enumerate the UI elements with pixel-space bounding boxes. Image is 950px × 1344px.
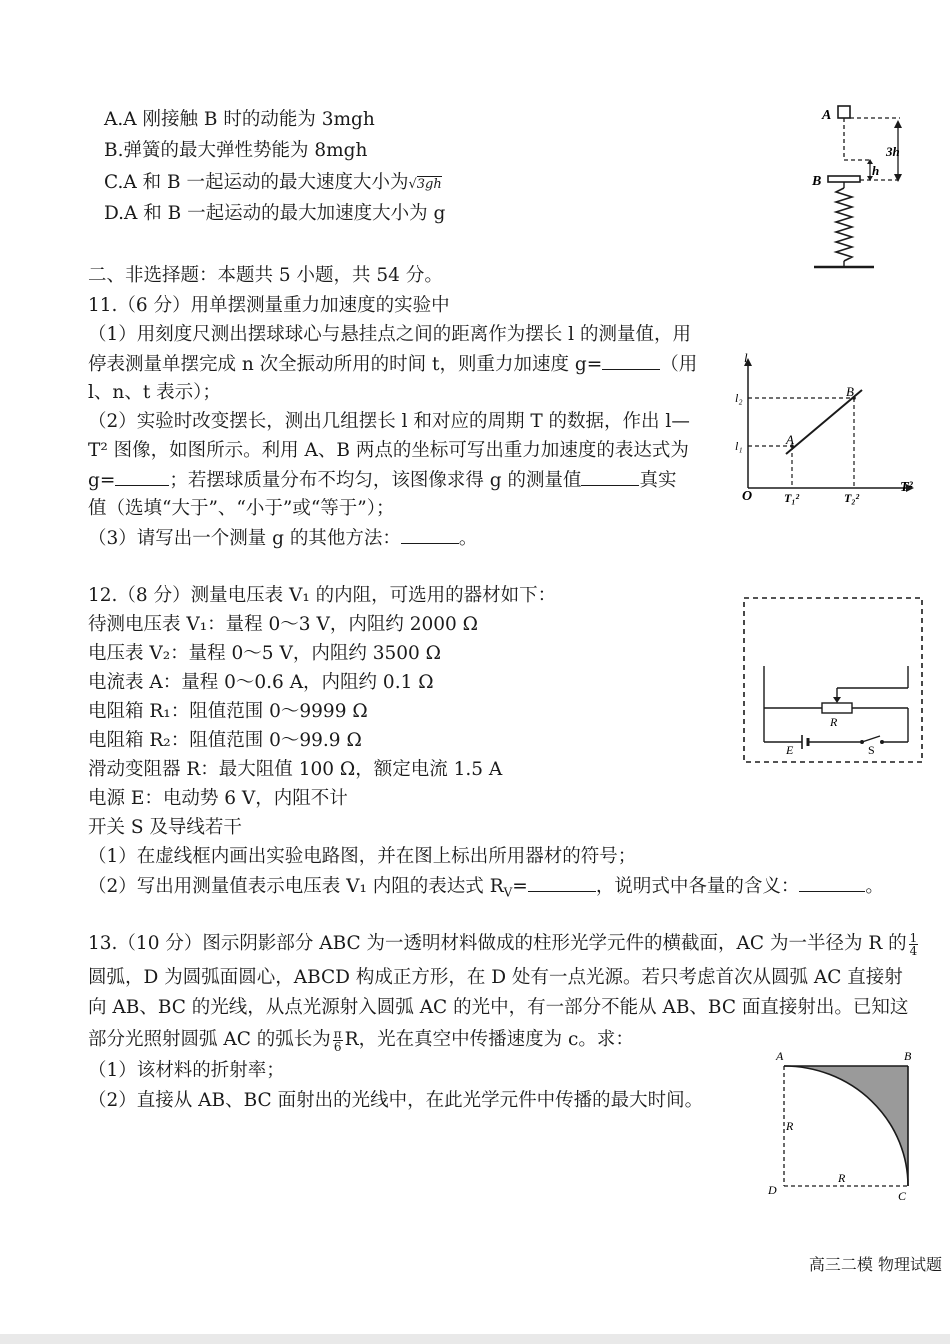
spring bbox=[836, 188, 852, 261]
answer-blank-g[interactable] bbox=[602, 351, 660, 370]
q13-line4-text: 部分光照射圆弧 AC 的弧长为 bbox=[88, 1029, 331, 1050]
circuit-figure bbox=[742, 596, 926, 766]
dashed-box[interactable] bbox=[744, 598, 922, 762]
equipment-item: 电阻箱 R₂：阻值范围 0～99.9 Ω bbox=[88, 730, 362, 751]
q11-line6 bbox=[88, 467, 676, 494]
q11-line7: 值（选填“大于”、“小于”或“等于”）； bbox=[88, 498, 395, 519]
fig1-label-b: B bbox=[812, 174, 822, 189]
equipment-item: 待测电压表 V₁：量程 0～3 V，内阻约 2000 Ω bbox=[88, 614, 479, 635]
q13-line1 bbox=[88, 931, 920, 957]
block-a bbox=[838, 106, 850, 118]
q12-part2-text: （2）写出用测量值表示电压表 V₁ 内阻的表达式 R bbox=[88, 876, 504, 897]
q12-title: 12.（8 分）测量电压表 V₁ 的内阻，可选用的器材如下： bbox=[88, 585, 557, 606]
label-r-horizontal: R bbox=[838, 1171, 846, 1185]
q11-line5: T² 图像，如图所示。利用 A、B 两点的坐标可写出重力加速度的表达式为 bbox=[88, 440, 689, 461]
axis-l-label: l bbox=[744, 350, 748, 365]
label-d: D bbox=[768, 1183, 777, 1197]
spring-block-figure bbox=[800, 98, 920, 273]
q11-line8-text: （3）请写出一个测量 g 的其他方法： bbox=[88, 528, 401, 549]
q12-part1: （1）在虚线框内画出实验电路图，并在图上标出所用器材的符号； bbox=[88, 846, 637, 867]
q13-part2: （2）直接从 AB、BC 面射出的光线中，在此光学元件中传播的最大时间。 bbox=[88, 1090, 704, 1111]
rheostat bbox=[822, 703, 852, 713]
q13-line4 bbox=[88, 1027, 634, 1053]
point-b-label: B bbox=[846, 384, 854, 399]
fit-line bbox=[786, 390, 862, 454]
answer-blank-method[interactable] bbox=[401, 525, 459, 544]
q13-line1-text: 13.（10 分）图示阴影部分 ABC 为一透明材料做成的柱形光学元件的横截面，AC 为一半径为 R 的 bbox=[88, 933, 907, 954]
switch bbox=[862, 736, 880, 742]
fraction-pi-num: π bbox=[333, 1026, 342, 1041]
q11-line2-tail: （用 bbox=[660, 354, 698, 375]
option-c bbox=[104, 170, 442, 198]
equipment-item: 电压表 V₂：量程 0～5 V，内阻约 3500 Ω bbox=[88, 643, 442, 664]
option-b: B.弹簧的最大弹性势能为 8mgh bbox=[104, 140, 368, 161]
fig1-label-3h: 3h bbox=[886, 144, 900, 159]
q12-part2-mid: ，说明式中各量的含义： bbox=[595, 876, 800, 897]
fraction-quarter-den: 4 bbox=[909, 943, 918, 958]
q11-line3: l、n、t 表示）； bbox=[88, 382, 221, 403]
fig1-label-h: h bbox=[872, 163, 880, 178]
q11-line6-end: 真实 bbox=[639, 470, 677, 491]
option-c-text: C.A 和 B 一起运动的最大速度大小为 bbox=[104, 172, 409, 193]
sqrt-expression: √3gh bbox=[408, 177, 442, 192]
shaded-region-abc bbox=[784, 1066, 908, 1186]
axis-t2-label: T² bbox=[900, 480, 913, 495]
q11-line2 bbox=[88, 351, 697, 378]
q13-line4-tail: R，光在真空中传播速度为 c。求： bbox=[344, 1029, 634, 1050]
fraction-quarter bbox=[909, 932, 919, 957]
q12-part2-end: 。 bbox=[865, 876, 884, 897]
fraction-pi-6 bbox=[333, 1028, 343, 1053]
section-title: 二、非选择题：本题共 5 小题，共 54 分。 bbox=[88, 265, 443, 286]
q13-line2: 圆弧，D 为圆弧面圆心，ABCD 构成正方形，在 D 处有一点光源。若只考虑首次从圆弧 AC 直接射 bbox=[88, 967, 903, 988]
label-b: B bbox=[904, 1049, 912, 1063]
equipment-item: 电源 E：电动势 6 V，内阻不计 bbox=[88, 788, 348, 809]
q12-part2-eq: = bbox=[512, 876, 528, 897]
fraction-pi-den: 6 bbox=[333, 1039, 342, 1054]
resistor-label: R bbox=[830, 715, 838, 729]
option-a: A.A 刚接触 B 时的动能为 3mgh bbox=[104, 109, 375, 130]
equipment-item: 开关 S 及导线若干 bbox=[88, 817, 242, 838]
q13-line3: 向 AB、BC 的光线，从点光源射入圆弧 AC 的光中，有一部分不能从 AB、BC 面直接射出。已知这 bbox=[88, 997, 909, 1018]
q11-line6-start: g= bbox=[88, 470, 116, 491]
answer-blank-expression[interactable] bbox=[115, 467, 169, 486]
q11-line1: （1）用刻度尺测出摆球球心与悬挂点之间的距离作为摆长 l 的测量值，用 bbox=[88, 324, 691, 345]
equipment-item: 电阻箱 R₁：阻值范围 0～9999 Ω bbox=[88, 701, 368, 722]
label-r-vertical: R bbox=[786, 1119, 794, 1133]
fraction-quarter-num: 1 bbox=[909, 930, 918, 945]
origin-label: O bbox=[742, 489, 753, 504]
answer-blank-meaning[interactable] bbox=[799, 873, 865, 892]
option-d: D.A 和 B 一起运动的最大加速度大小为 g bbox=[104, 203, 446, 224]
t2-tick: T₂² bbox=[844, 491, 860, 505]
answer-blank-compare[interactable] bbox=[581, 467, 639, 486]
q11-line6-mid: ；若摆球质量分布不均匀，该图像求得 g 的测量值 bbox=[169, 470, 582, 491]
sqrt-radicand: 3gh bbox=[416, 177, 442, 192]
l1-tick: l₁ bbox=[735, 439, 743, 453]
l-t2-graph bbox=[730, 352, 930, 512]
optics-figure bbox=[762, 1046, 922, 1206]
q11-line8-end: 。 bbox=[458, 528, 478, 549]
q11-line8 bbox=[88, 525, 477, 552]
q11-line4: （2）实验时改变摆长，测出几组摆长 l 和对应的周期 T 的数据，作出 l— bbox=[88, 411, 690, 432]
q11-line2-text: 停表测量单摆完成 n 次全振动所用的时间 t，则重力加速度 g= bbox=[88, 354, 603, 375]
q12-part2-sub: V bbox=[503, 885, 513, 900]
fig1-label-a: A bbox=[822, 108, 832, 123]
equipment-item: 滑动变阻器 R：最大阻值 100 Ω，额定电流 1.5 A bbox=[88, 759, 503, 780]
point-a-label: A bbox=[786, 432, 794, 447]
t1-tick: T₁² bbox=[784, 491, 800, 505]
switch-label: S bbox=[868, 743, 875, 757]
plate-b bbox=[828, 176, 860, 182]
equipment-item: 电流表 A：量程 0～0.6 A，内阻约 0.1 Ω bbox=[88, 672, 434, 693]
q12-part2 bbox=[88, 873, 884, 906]
bottom-edge bbox=[0, 1334, 950, 1344]
battery-label: E bbox=[786, 743, 794, 757]
label-c: C bbox=[898, 1189, 907, 1203]
q13-part1: （1）该材料的折射率； bbox=[88, 1060, 285, 1081]
page-footer: 高三二模 物理试题 bbox=[808, 1255, 942, 1274]
q11-title: 11.（6 分）用单摆测量重力加速度的实验中 bbox=[88, 295, 450, 316]
l2-tick: l₂ bbox=[735, 391, 743, 405]
label-a: A bbox=[776, 1049, 784, 1063]
answer-blank-rv[interactable] bbox=[528, 873, 596, 892]
